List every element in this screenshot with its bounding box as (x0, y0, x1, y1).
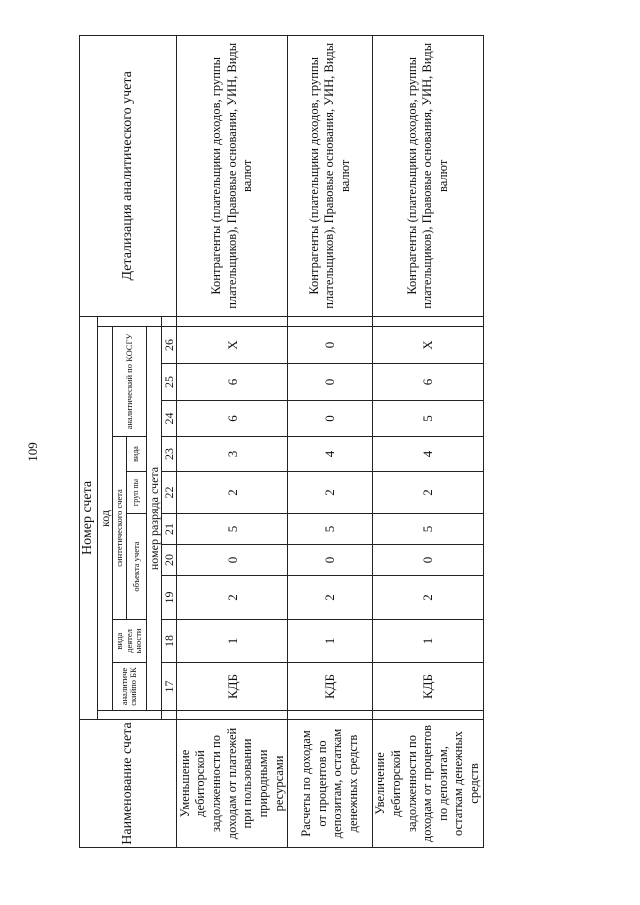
table-cell: 6 (177, 364, 288, 401)
code-header: код (97, 327, 112, 711)
account-name-cell: Расчеты по доходам от процентов по депозитам, остаткам денежных средств (288, 720, 372, 848)
table-cell: КДБ (288, 663, 372, 711)
table-row (288, 35, 372, 847)
table-cell: 0 (288, 545, 372, 576)
table-cell: 2 (177, 472, 288, 514)
row-spacer (372, 711, 483, 720)
table-cell: 5 (372, 401, 483, 437)
colnum-spacer (162, 711, 177, 720)
account-object-header: объекта учета (127, 514, 146, 620)
table-cell: 2 (288, 472, 372, 514)
account-name-header: Наименование счета (80, 720, 177, 848)
table-row (177, 35, 288, 847)
row-spacer (177, 316, 288, 326)
column-number: 20 (162, 545, 177, 576)
column-number: 21 (162, 514, 177, 545)
table-cell: 2 (177, 576, 288, 620)
table-cell: 0 (177, 545, 288, 576)
table-cell: КДБ (177, 663, 288, 711)
table-cell: 0 (288, 327, 372, 364)
table-cell: X (177, 327, 288, 364)
column-number: 18 (162, 620, 177, 663)
account-name-cell: Уменьшение дебиторской задолженности по доходам от платежей при пользовании природными ресурсами (177, 720, 288, 848)
column-number: 25 (162, 364, 177, 401)
row-spacer (288, 711, 372, 720)
kind-header: вида (127, 437, 146, 472)
table-cell: 1 (372, 620, 483, 663)
table-cell: 4 (372, 437, 483, 472)
detail-cell: Контрагенты (плательщики доходов, группы плательщиков), Правовые основания, УИН, Виды валют (177, 35, 288, 316)
activity-type-header: вида деятел ьности (113, 620, 146, 663)
column-number: 24 (162, 401, 177, 437)
column-number: 17 (162, 663, 177, 711)
table-cell: 6 (372, 364, 483, 401)
table-cell: X (372, 327, 483, 364)
table-cell: 2 (372, 576, 483, 620)
table-cell: 5 (372, 514, 483, 545)
synthetic-account-header: синтетического счета (113, 437, 127, 620)
table-cell: 1 (177, 620, 288, 663)
table-cell: 5 (288, 514, 372, 545)
table-cell: 4 (288, 437, 372, 472)
analytic-kosgu-header: аналитический по КОСГУ (113, 327, 146, 437)
column-number: 22 (162, 472, 177, 514)
detail-cell: Контрагенты (плательщики доходов, группы плательщиков), Правовые основания, УИН, Виды валют (288, 35, 372, 316)
table-cell: 2 (288, 576, 372, 620)
table-cell: 6 (177, 401, 288, 437)
table-cell: 2 (372, 472, 483, 514)
column-number: 19 (162, 576, 177, 620)
detail-header: Детализация аналитического учета (80, 35, 177, 316)
table-cell: 3 (177, 437, 288, 472)
accounts-table (79, 35, 484, 848)
column-number: 23 (162, 437, 177, 472)
page-number: 109 (25, 442, 40, 462)
table-cell: 0 (288, 401, 372, 437)
table-cell: 0 (288, 364, 372, 401)
table-cell: 1 (288, 620, 372, 663)
analytic-bk-header: аналитиче скийпо БК (113, 663, 146, 711)
header-row-account-number (80, 35, 98, 847)
colnum-spacer (162, 316, 177, 326)
detail-cell: Контрагенты (плательщики доходов, группы плательщиков), Правовые основания, УИН, Виды валют (372, 35, 483, 316)
table-cell: 0 (372, 545, 483, 576)
group-header: груп пы (127, 472, 146, 514)
table-cell: 5 (177, 514, 288, 545)
row-spacer (177, 711, 288, 720)
header-spacer-left (97, 711, 161, 720)
account-name-cell: Увеличение дебиторской задолженности по доходам от процентов по депозитам, остаткам денежных средств (372, 720, 483, 848)
rotated-table-container (79, 36, 484, 848)
table-row (372, 35, 483, 847)
row-spacer (372, 316, 483, 326)
header-spacer-right (97, 316, 161, 326)
account-number-header: Номер счета (80, 316, 98, 719)
digit-number-header: номер разряда счета (146, 327, 161, 711)
table-cell: КДБ (372, 663, 483, 711)
column-number: 26 (162, 327, 177, 364)
row-spacer (288, 316, 372, 326)
